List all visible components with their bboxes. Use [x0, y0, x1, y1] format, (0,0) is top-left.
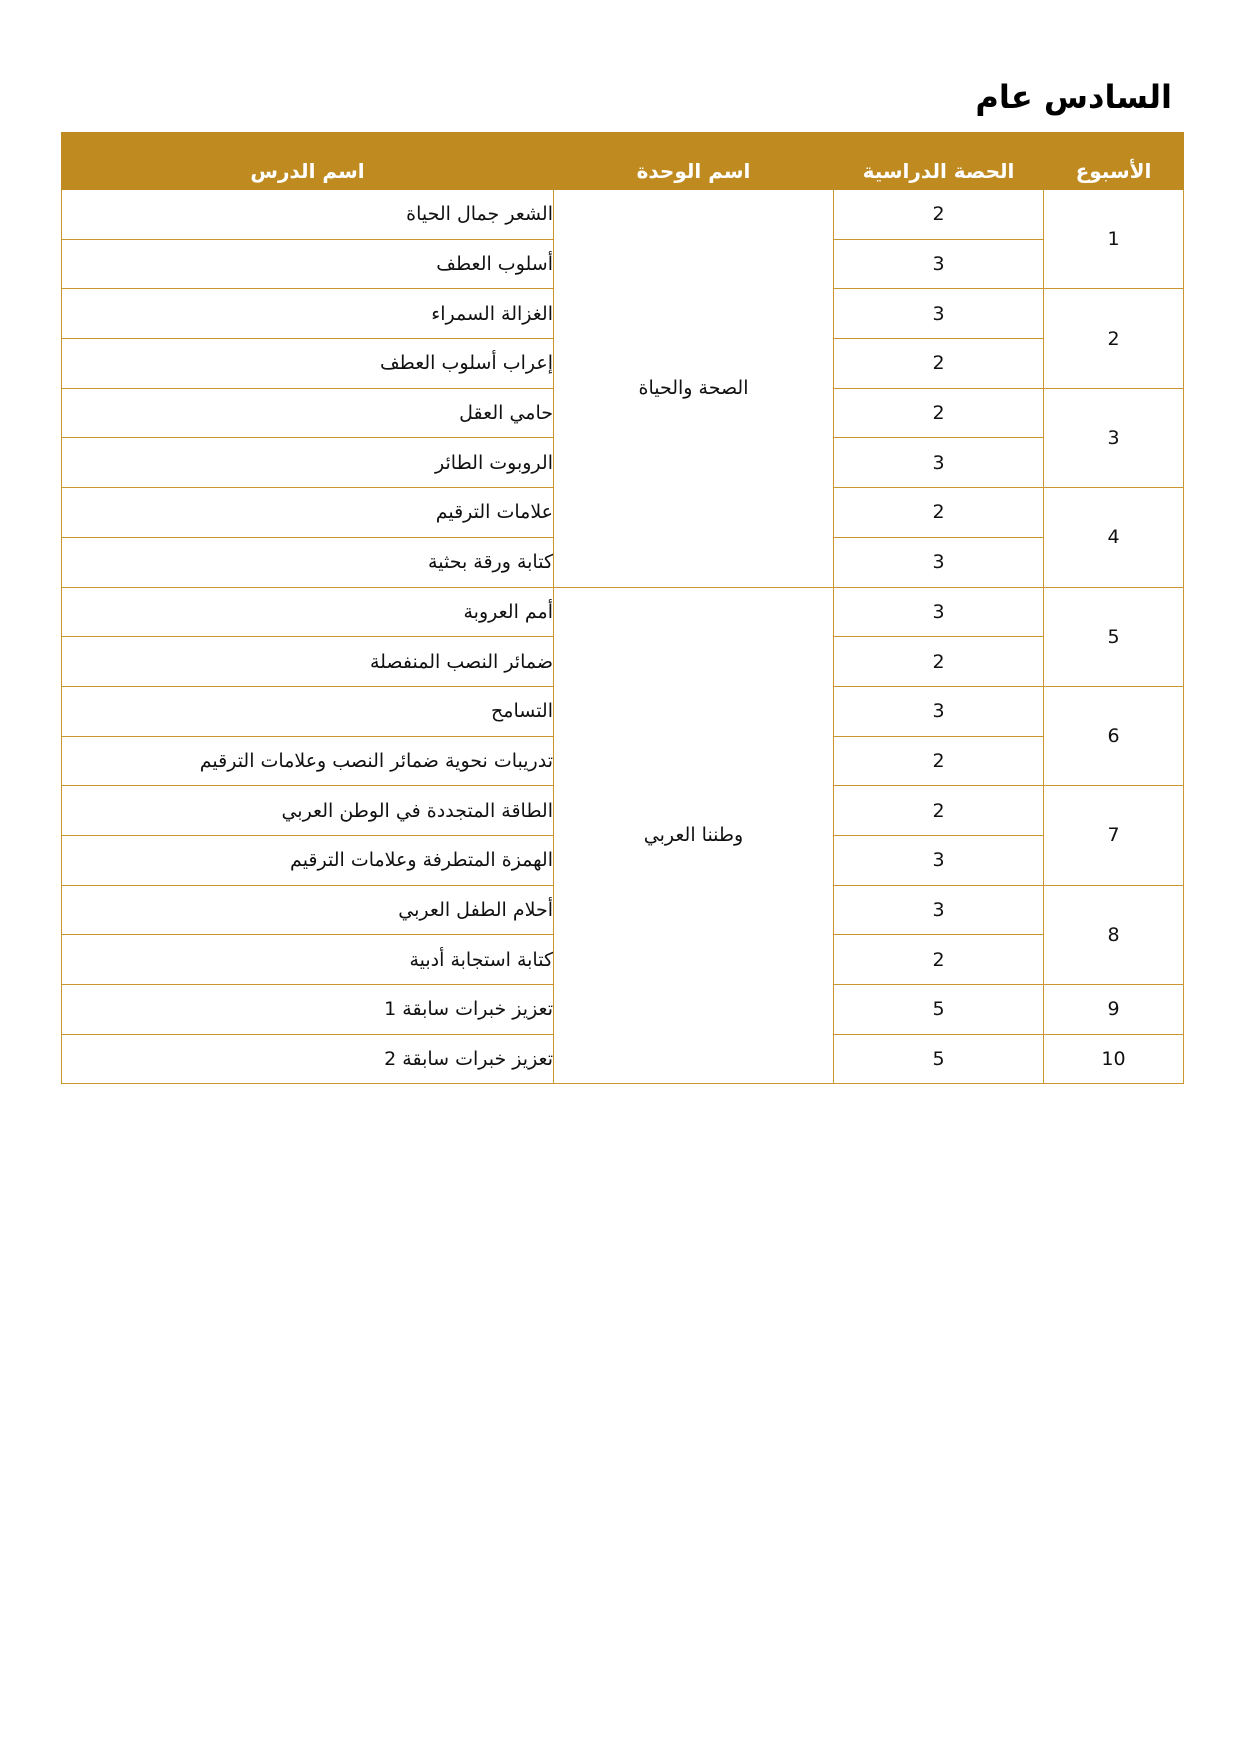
page-title: السادس عام	[975, 78, 1172, 116]
period-cell: 3	[834, 239, 1044, 289]
lesson-cell: تعزيز خبرات سابقة 1	[62, 985, 554, 1035]
period-cell: 2	[834, 388, 1044, 438]
period-cell: 5	[834, 1034, 1044, 1084]
lesson-cell: إعراب أسلوب العطف	[62, 339, 554, 389]
header-unit: اسم الوحدة	[554, 133, 834, 190]
lesson-cell: الهمزة المتطرفة وعلامات الترقيم	[62, 835, 554, 885]
lesson-plan-table	[61, 132, 1184, 1084]
table-header-row	[62, 133, 1184, 190]
period-cell: 2	[834, 488, 1044, 538]
unit-cell: وطننا العربي	[554, 587, 834, 1084]
lesson-cell: تعزيز خبرات سابقة 2	[62, 1034, 554, 1084]
table-row	[62, 587, 1184, 637]
period-cell: 2	[834, 786, 1044, 836]
lesson-cell: علامات الترقيم	[62, 488, 554, 538]
period-cell: 2	[834, 637, 1044, 687]
period-cell: 3	[834, 686, 1044, 736]
period-cell: 3	[834, 537, 1044, 587]
lesson-cell: كتابة ورقة بحثية	[62, 537, 554, 587]
lesson-cell: أمم العروبة	[62, 587, 554, 637]
week-cell: 5	[1044, 587, 1184, 686]
lesson-cell: الشعر جمال الحياة	[62, 190, 554, 240]
week-cell: 9	[1044, 985, 1184, 1035]
header-period: الحصة الدراسية	[834, 133, 1044, 190]
period-cell: 2	[834, 190, 1044, 240]
week-cell: 6	[1044, 686, 1184, 785]
period-cell: 3	[834, 885, 1044, 935]
lesson-cell: أحلام الطفل العربي	[62, 885, 554, 935]
lesson-cell: الطاقة المتجددة في الوطن العربي	[62, 786, 554, 836]
period-cell: 3	[834, 289, 1044, 339]
period-cell: 3	[834, 587, 1044, 637]
week-cell: 10	[1044, 1034, 1184, 1084]
lesson-cell: كتابة استجابة أدبية	[62, 935, 554, 985]
week-cell: 8	[1044, 885, 1184, 984]
header-week: الأسبوع	[1044, 133, 1184, 190]
period-cell: 2	[834, 736, 1044, 786]
unit-cell: الصحة والحياة	[554, 190, 834, 588]
lesson-cell: ضمائر النصب المنفصلة	[62, 637, 554, 687]
lesson-cell: التسامح	[62, 686, 554, 736]
period-cell: 5	[834, 985, 1044, 1035]
lesson-cell: أسلوب العطف	[62, 239, 554, 289]
period-cell: 2	[834, 339, 1044, 389]
lesson-cell: الغزالة السمراء	[62, 289, 554, 339]
lesson-cell: الروبوت الطائر	[62, 438, 554, 488]
week-cell: 2	[1044, 289, 1184, 388]
lesson-cell: تدريبات نحوية ضمائر النصب وعلامات الترقيم	[62, 736, 554, 786]
period-cell: 2	[834, 935, 1044, 985]
week-cell: 4	[1044, 488, 1184, 587]
table-row	[62, 190, 1184, 240]
week-cell: 1	[1044, 190, 1184, 289]
header-lesson: اسم الدرس	[62, 133, 554, 190]
week-cell: 7	[1044, 786, 1184, 885]
period-cell: 3	[834, 835, 1044, 885]
lesson-cell: حامي العقل	[62, 388, 554, 438]
week-cell: 3	[1044, 388, 1184, 487]
period-cell: 3	[834, 438, 1044, 488]
